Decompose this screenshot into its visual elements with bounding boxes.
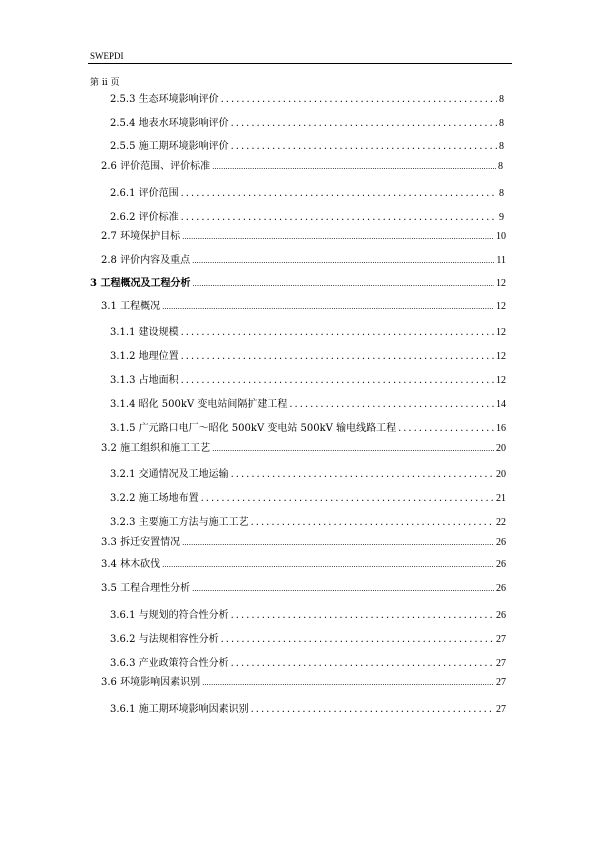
toc-entry-title: 3.2.2 施工场地布置	[110, 493, 199, 504]
toc-entry[interactable]	[110, 515, 506, 529]
toc-entry-title: 3.2.1 交通情况及工地运输	[110, 469, 229, 480]
toc-entry[interactable]	[110, 92, 504, 106]
toc-entry-page: 9	[499, 212, 504, 223]
dot-leader	[162, 301, 494, 313]
dot-leader	[251, 517, 494, 529]
toc-entry-page: 8	[499, 118, 504, 129]
toc-entry-title: 3.6.3 产业政策符合性分析	[110, 658, 229, 669]
toc-entry-page: 27	[496, 677, 506, 688]
toc-entry-page: 27	[496, 658, 506, 669]
dot-leader	[181, 375, 494, 387]
toc-entry-page: 20	[496, 469, 506, 480]
toc-entry-title: 3.3 拆迁安置情况	[101, 537, 181, 548]
dot-leader	[182, 537, 494, 549]
dot-leader	[231, 658, 494, 670]
dot-leader	[181, 327, 494, 339]
toc-entry[interactable]	[110, 373, 506, 387]
page-header-org: SWEPDI	[90, 51, 124, 61]
dot-leader	[201, 493, 494, 505]
dot-leader	[192, 278, 494, 290]
toc-entry-title: 3 工程概况及工程分析	[90, 278, 191, 289]
toc-entry-title: 2.5.5 施工期环境影响评价	[110, 141, 229, 152]
toc-entry[interactable]	[110, 702, 506, 716]
dot-leader	[162, 559, 494, 571]
dot-leader	[289, 399, 494, 411]
dot-leader	[231, 118, 497, 130]
toc-entry-title: 2.6.1 评价范围	[110, 188, 179, 199]
toc-entry-page: 12	[496, 278, 506, 289]
toc-entry-page: 8	[499, 141, 504, 152]
toc-entry-title: 3.2 施工组织和施工工艺	[101, 443, 211, 454]
page-number-label: 第 ii 页	[90, 78, 120, 88]
toc-entry[interactable]	[110, 325, 506, 339]
toc-entry-title: 3.6 环境影响因素识别	[101, 677, 201, 688]
toc-entry-title: 3.6.2 与法规相容性分析	[110, 634, 219, 645]
dot-leader	[182, 231, 494, 243]
dot-leader	[251, 704, 494, 716]
toc-entry-page: 26	[496, 537, 506, 548]
toc-entry-title: 2.5.3 生态环境影响评价	[110, 94, 219, 105]
toc-entry[interactable]	[110, 608, 506, 622]
dot-leader	[202, 677, 494, 689]
toc-entry-page: 12	[496, 327, 506, 338]
dot-leader	[181, 351, 494, 363]
toc-entry[interactable]	[101, 299, 506, 313]
toc-entry[interactable]	[110, 467, 506, 481]
toc-entry-page: 21	[496, 493, 506, 504]
toc-entry-title: 3.1.5 广元路口电厂～昭化 500kV 变电站 500kV 输电线路工程	[110, 423, 397, 434]
toc-entry-title: 3.5 工程合理性分析	[101, 583, 191, 594]
toc-entry-title: 3.1.2 地理位置	[110, 351, 179, 362]
toc-entry-page: 26	[496, 559, 506, 570]
toc-entry[interactable]	[110, 139, 504, 153]
toc-entry-title: 3.1.3 占地面积	[110, 375, 179, 386]
toc-entry-title: 3.6.1 施工期环境影响因素识别	[110, 704, 249, 715]
dot-leader	[192, 255, 494, 267]
header-rule	[88, 63, 512, 64]
toc-entry-page: 27	[496, 634, 506, 645]
toc-entry-page: 27	[496, 704, 506, 715]
dot-leader	[221, 94, 497, 106]
toc-entry[interactable]	[101, 229, 506, 243]
toc-entry[interactable]	[110, 656, 506, 670]
toc-entry-title: 3.4 林木砍伐	[101, 559, 161, 570]
toc-entry-page: 12	[496, 301, 506, 312]
dot-leader	[221, 634, 494, 646]
toc-entry-page: 22	[496, 517, 506, 528]
toc-entry[interactable]	[101, 253, 506, 267]
toc-entry-title: 2.6.2 评价标准	[110, 212, 179, 223]
toc-entry[interactable]	[110, 210, 504, 224]
toc-entry[interactable]	[110, 421, 506, 435]
toc-entry-page: 8	[499, 188, 504, 199]
toc-entry[interactable]	[101, 557, 506, 571]
toc-entry-page: 12	[496, 375, 506, 386]
toc-entry-page: 11	[496, 255, 506, 266]
toc-entry-page: 10	[496, 231, 506, 242]
toc-entry[interactable]	[110, 349, 506, 363]
toc-entry-title: 3.1.1 建设规模	[110, 327, 179, 338]
toc-entry-title: 2.5.4 地表水环境影响评价	[110, 118, 229, 129]
toc-entry-page: 26	[496, 610, 506, 621]
toc-entry-page: 8	[499, 94, 504, 105]
toc-entry-page: 8	[498, 161, 503, 172]
toc-entry[interactable]	[101, 581, 506, 595]
dot-leader	[181, 188, 497, 200]
toc-entry-page: 26	[496, 583, 506, 594]
toc-entry[interactable]	[110, 116, 504, 130]
toc-entry-title: 3.1.4 昭化 500kV 变电站间隔扩建工程	[110, 399, 288, 410]
toc-entry[interactable]	[101, 675, 506, 689]
toc-entry-title: 3.2.3 主要施工方法与施工工艺	[110, 517, 249, 528]
toc-entry[interactable]	[101, 159, 503, 173]
toc-entry-title: 3.1 工程概况	[101, 301, 161, 312]
toc-entry[interactable]	[110, 632, 506, 646]
dot-leader	[181, 212, 497, 224]
toc-entry[interactable]	[110, 491, 506, 505]
toc-entry-page: 16	[496, 423, 506, 434]
toc-entry-page: 20	[496, 443, 506, 454]
dot-leader	[212, 161, 496, 173]
toc-entry[interactable]	[101, 535, 506, 549]
toc-entry[interactable]	[110, 186, 504, 200]
toc-entry-title: 2.6 评价范围、评价标准	[101, 161, 211, 172]
toc-entry-title: 3.6.1 与规划的符合性分析	[110, 610, 229, 621]
dot-leader	[212, 443, 494, 455]
dot-leader	[231, 141, 497, 153]
toc-entry-page: 14	[496, 399, 506, 410]
toc-entry[interactable]	[110, 397, 506, 411]
toc-entry[interactable]	[101, 441, 506, 455]
toc-entry[interactable]	[90, 276, 506, 290]
dot-leader	[231, 469, 494, 481]
toc-entry-title: 2.7 环境保护目标	[101, 231, 181, 242]
toc-entry-page: 12	[496, 351, 506, 362]
toc-entry-title: 2.8 评价内容及重点	[101, 255, 191, 266]
dot-leader	[231, 610, 494, 622]
dot-leader	[192, 583, 494, 595]
dot-leader	[398, 423, 494, 435]
